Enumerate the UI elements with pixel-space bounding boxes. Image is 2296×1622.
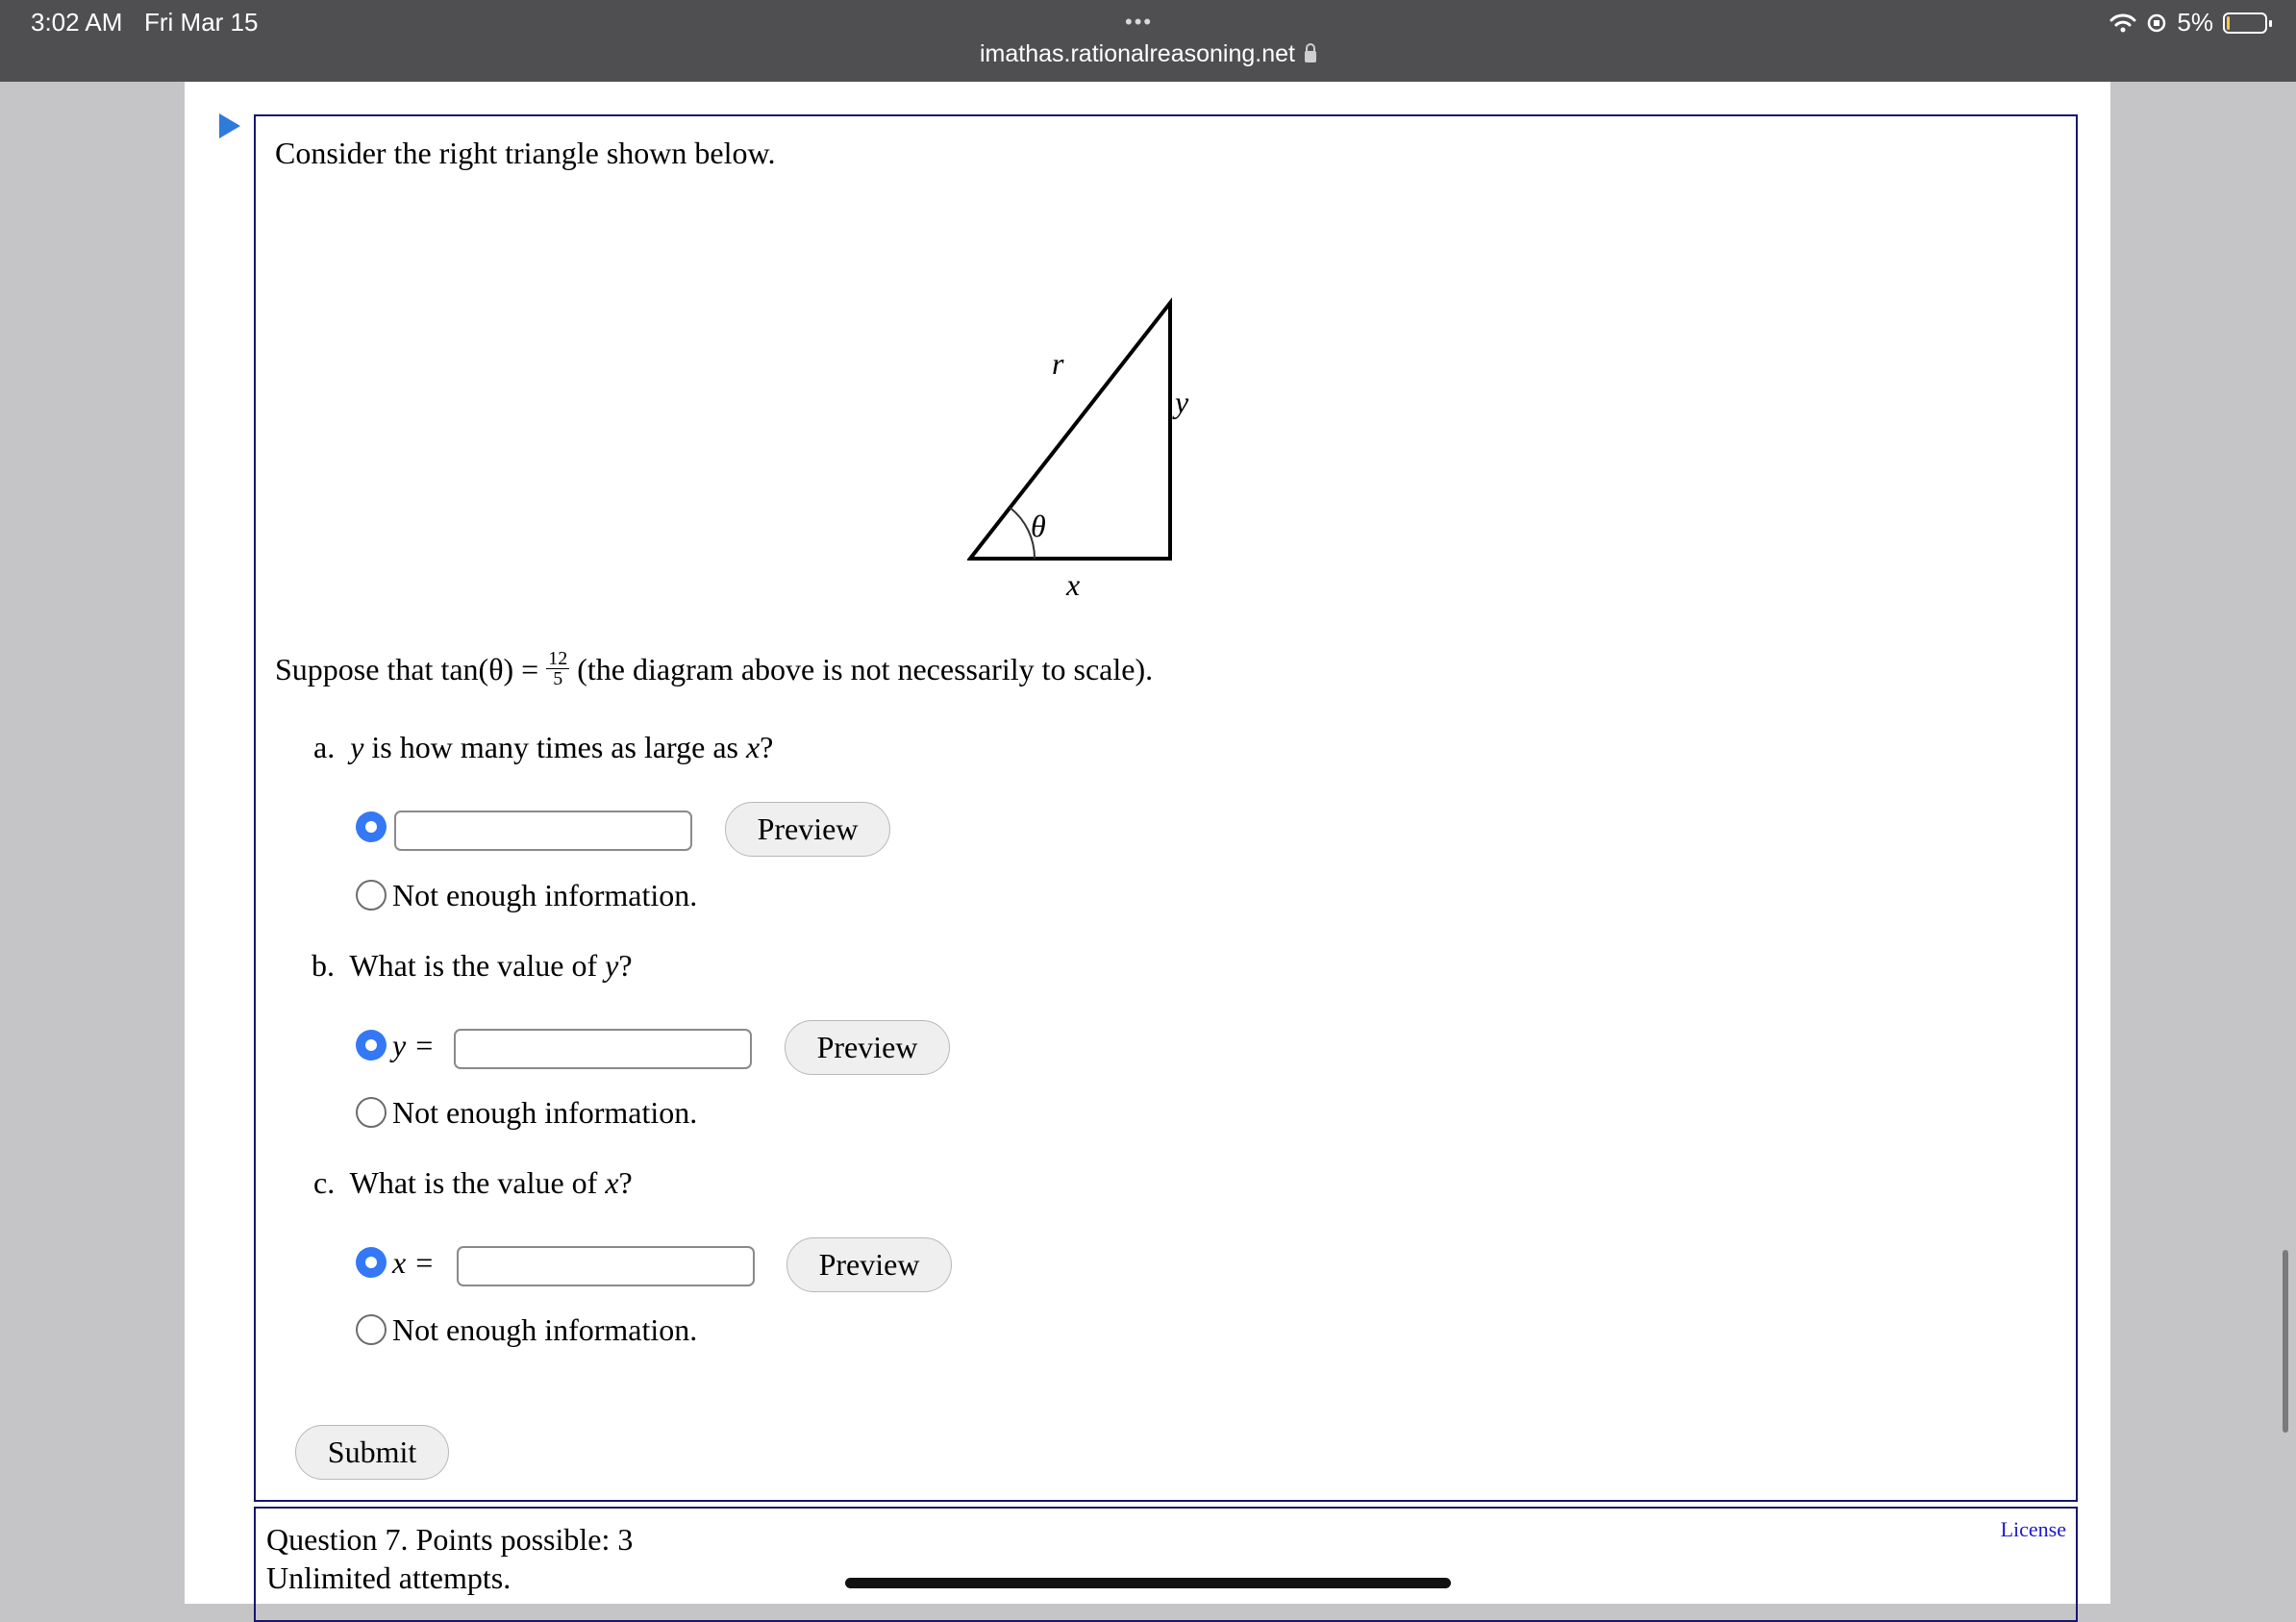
label-y: y [1175,385,1189,419]
part-c-preview-button[interactable]: Preview [786,1237,952,1292]
part-a-answer-input[interactable] [394,811,692,851]
question-info [266,1520,633,1597]
scrollbar[interactable] [2283,1250,2288,1433]
battery-percent: 5% [2177,8,2213,37]
label-x: x [1066,567,1081,602]
part-c-var: x [605,1165,619,1200]
part-a-not-enough-label[interactable]: Not enough information. [392,878,698,912]
part-b-preview-button[interactable]: Preview [785,1020,950,1075]
status-date: Fri Mar 15 [144,8,259,37]
right-triangle-diagram [967,203,1217,607]
part-a-text: is how many times as large as [371,730,738,764]
question-box [254,114,2078,1502]
part-b-question [312,948,633,984]
part-c-not-enough-label[interactable]: Not enough information. [392,1312,698,1347]
part-b-letter: b. [312,948,335,983]
part-c-end: ? [618,1165,633,1200]
part-a-letter: a. [313,730,336,764]
license-link[interactable]: License [2000,1517,2066,1541]
submit-button[interactable]: Submit [295,1425,449,1480]
part-a-var: y [350,730,364,764]
part-c-text: What is the value of [349,1165,598,1200]
part-b-answer-radio[interactable] [356,1030,387,1061]
home-indicator[interactable] [845,1578,1451,1588]
part-a-question [313,730,773,765]
attempts-info: Unlimited attempts. [266,1560,512,1595]
url-text: imathas.rationalreasoning.net [980,40,1295,67]
question-prompt: Consider the right triangle shown below. [275,136,776,170]
part-c-question [313,1165,633,1201]
part-b-not-enough-label[interactable]: Not enough information. [392,1095,698,1130]
question-info-box [254,1507,2078,1622]
part-a-end: ? [760,730,774,764]
status-time: 3:02 AM [31,8,123,37]
part-a-not-enough-radio[interactable] [356,880,387,911]
battery-icon [2223,12,2267,34]
address-bar[interactable] [0,40,2296,68]
part-c-letter: c. [313,1165,336,1200]
lock-icon [1305,51,1316,62]
part-b-var: y [605,948,619,983]
part-c-prefix: x = [392,1245,435,1280]
given-pre: Suppose that tan(θ) = [275,652,539,686]
orientation-lock-icon [2146,12,2167,34]
label-r: r [1052,346,1064,381]
part-b-not-enough-radio[interactable] [356,1097,387,1128]
label-theta: θ [1031,509,1046,543]
given-statement [275,648,1154,692]
part-b-end: ? [618,948,633,983]
part-a-var2: x [745,730,761,764]
wifi-icon [2109,12,2136,34]
part-b-answer-input[interactable] [454,1029,752,1069]
points-possible: Question 7. Points possible: 3 [266,1522,634,1557]
part-b-prefix: y = [392,1028,435,1062]
status-indicators [2109,8,2267,37]
part-c-answer-input[interactable] [457,1246,755,1286]
part-c-answer-radio[interactable] [356,1247,387,1278]
status-bar [0,0,2296,82]
play-icon[interactable] [219,113,240,138]
multitask-dots-icon[interactable]: ••• [1125,10,1154,34]
fraction-denominator: 5 [553,668,563,690]
part-a-preview-button[interactable]: Preview [725,802,890,857]
given-post: (the diagram above is not necessarily to scale). [577,652,1154,686]
part-c-not-enough-radio[interactable] [356,1314,387,1345]
part-a-answer-radio[interactable] [356,811,387,842]
part-b-text: What is the value of [349,948,598,983]
fraction [546,649,569,688]
fraction-numerator: 12 [548,648,568,670]
